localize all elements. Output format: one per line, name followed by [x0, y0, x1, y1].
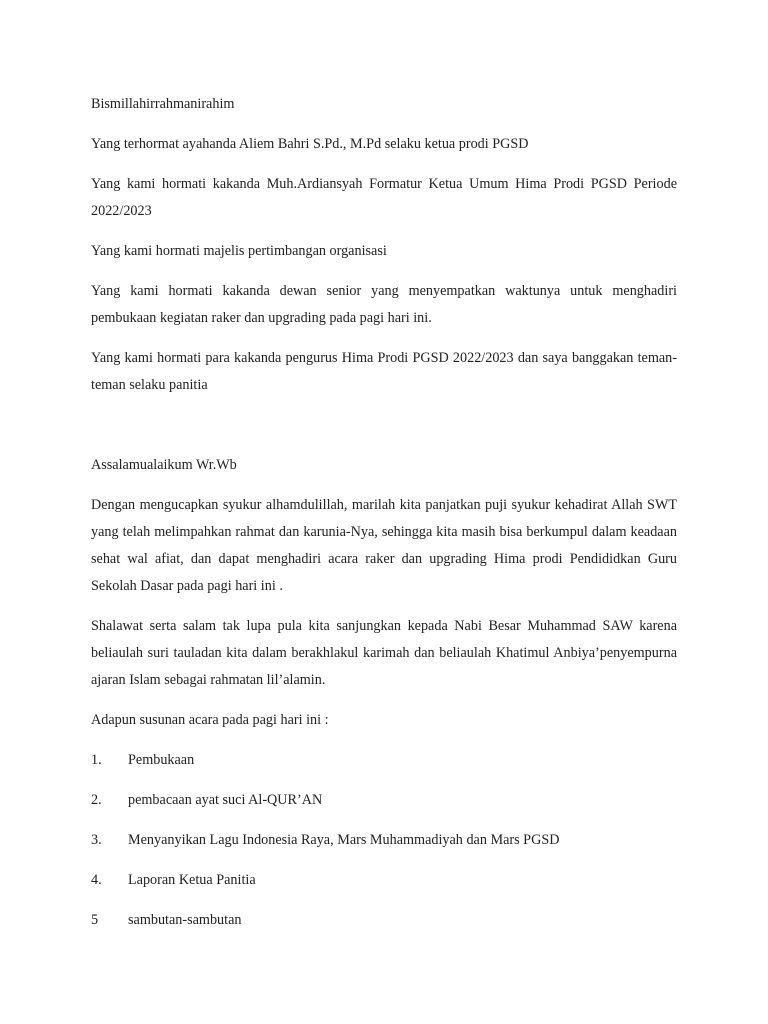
agenda-item-number: 5	[91, 912, 99, 928]
gratitude-paragraph: Dengan mengucapkan syukur alhamdulillah, marilah kita panjatkan puji syukur kehadirat Allah SWT yang telah melimpahkan rahmat dan karunia-Nya, sehingga kita masih bisa berkumpul dalam keadaan sehat wal afiat, dan dapat menghadiri acara raker dan upgrading Hima prodi Pendididkan Guru Sekolah Dasar pada pagi hari ini .	[91, 497, 677, 594]
agenda-item	[91, 907, 677, 934]
greeting-formatur: Yang kami hormati kakanda Muh.Ardiansyah Formatur Ketua Umum Hima Prodi PGSD Periode 2022/2023	[91, 176, 677, 219]
agenda-item-text: Pembukaan	[128, 752, 195, 768]
agenda-item	[91, 787, 677, 814]
greeting-committee: Yang kami hormati para kakanda pengurus Hima Prodi PGSD 2022/2023 dan saya banggakan teman-teman selaku panitia	[91, 350, 677, 393]
document-page	[91, 91, 677, 947]
agenda-item	[91, 867, 677, 894]
agenda-item	[91, 827, 677, 854]
agenda-item-number: 1.	[91, 752, 102, 768]
section-gap	[91, 412, 677, 452]
agenda-item-text: Menyanyikan Lagu Indonesia Raya, Mars Muhammadiyah dan Mars PGSD	[128, 832, 560, 848]
greeting-head-of-program: Yang terhormat ayahanda Aliem Bahri S.Pd., M.Pd selaku ketua prodi PGSD	[91, 136, 529, 152]
salam: Assalamualaikum Wr.Wb	[91, 457, 237, 473]
agenda-item-text: sambutan-sambutan	[128, 912, 242, 928]
greeting-council: Yang kami hormati majelis pertimbangan organisasi	[91, 243, 387, 259]
agenda-item-number: 3.	[91, 832, 102, 848]
agenda-item-number: 2.	[91, 792, 102, 808]
agenda-list	[91, 747, 677, 934]
agenda-item	[91, 747, 677, 774]
agenda-item-text: Laporan Ketua Panitia	[128, 872, 256, 888]
agenda-item-number: 4.	[91, 872, 102, 888]
shalawat-paragraph: Shalawat serta salam tak lupa pula kita sanjungkan kepada Nabi Besar Muhammad SAW karena beliaulah suri tauladan kita dalam berakhlakul karimah dan beliaulah Khatimul Anbiya’penyempurna ajaran Islam sebagai rahmatan lil’alamin.	[91, 618, 677, 688]
greeting-senior-board: Yang kami hormati kakanda dewan senior yang menyempatkan waktunya untuk menghadiri pembukaan kegiatan raker dan upgrading pada pagi hari ini.	[91, 283, 677, 326]
agenda-intro: Adapun susunan acara pada pagi hari ini :	[91, 712, 329, 728]
opening-basmala: Bismillahirrahmanirahim	[91, 96, 235, 112]
agenda-item-text: pembacaan ayat suci Al-QUR’AN	[128, 792, 323, 808]
